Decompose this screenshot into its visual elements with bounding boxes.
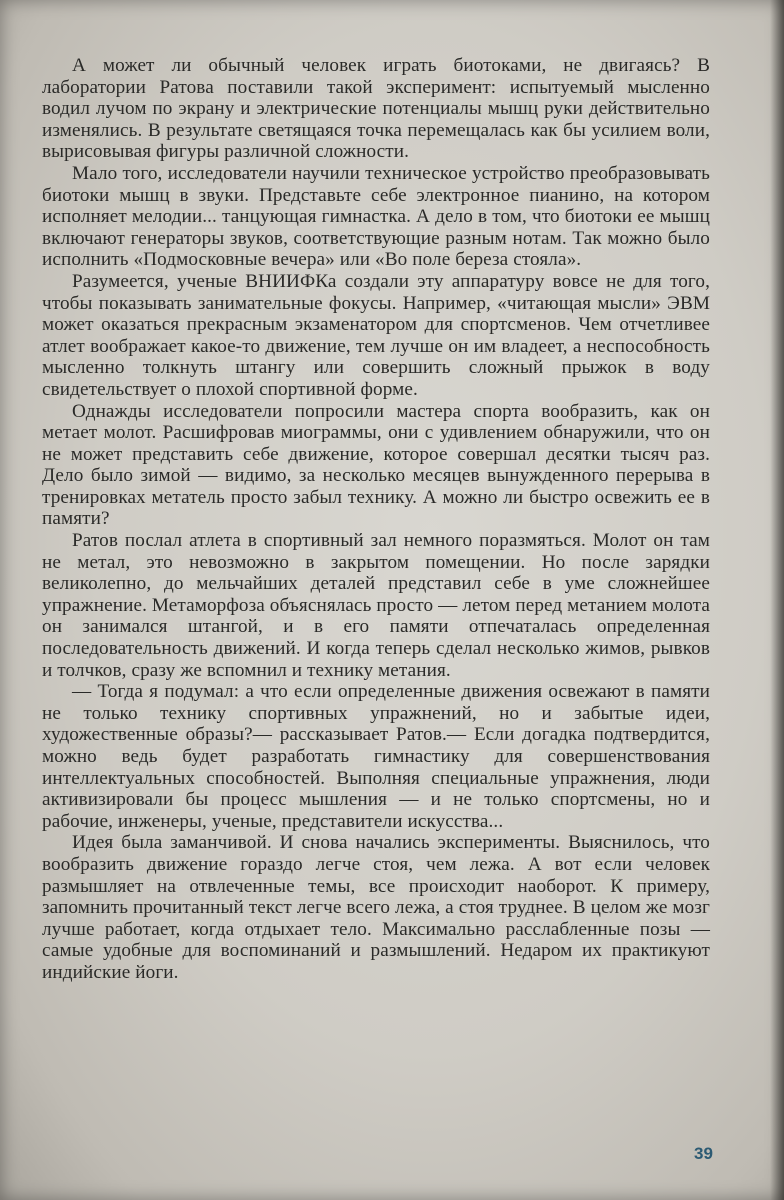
paragraph-3: Разумеется, ученые ВНИИФКа создали эту аппаратуру вовсе не для того, чтобы показывать занимательные фокусы. Например, «читающая мысли» ЭВМ может оказаться прекрасным экзаменатором для спортсменов. Чем отчетливее атлет воображает какое-то движение, тем лучше он им владеет, а неспособность мысленно толкнуть штангу или совершить сложный прыжок в воду свидетельствует о плохой спортивной форме.: [42, 270, 710, 400]
paragraph-5: Ратов послал атлета в спортивный зал немного поразмяться. Молот он там не метал, это невозможно в закрытом помещении. Но после зарядки великолепно, до мельчайших деталей представил себе в уме сложнейшее упражнение. Метаморфоза объяснялась просто — летом перед метанием молота он занимался штангой, и в его памяти отпечаталась определенная последовательность движений. И когда теперь сделал несколько жимов, рывков и толчков, сразу же вспомнил и технику метания.: [42, 530, 710, 681]
paragraph-2: Мало того, исследователи научили техническое устройство преобразовывать биотоки мышц в звуки. Представьте себе электронное пианино, на котором исполняет мелодии... танцующая гимнастка. А дело в том, что биотоки ее мышц включают генераторы звуков, соответствующие разным нотам. Так можно было исполнить «Подмосковные вечера» или «Во поле береза стояла».: [42, 162, 710, 271]
paragraph-4: Однажды исследователи попросили мастера спорта вообразить, как он метает молот. Расшифровав миограммы, они с удивлением обнаружили, что он не может представить себе движение, которое совершал десятки тысяч раз. Дело было зимой — видимо, за несколько месяцев вынужденного перерыва в тренировках метатель просто забыл технику. А можно ли быстро освежить ее в памяти?: [42, 400, 710, 530]
page-edge-shadow: [770, 0, 784, 1200]
paragraph-1: А может ли обычный человек играть биотоками, не двигаясь? В лаборатории Ратова поставили такой эксперимент: испытуемый мысленно водил лучом по экрану и электрические потенциалы мышц руки действительно изменялись. В результате светящаяся точка перемещалась как бы усилием воли, вырисовывая фигуры различной сложности.: [42, 55, 710, 163]
page-number: 39: [694, 1144, 713, 1163]
paragraph-7: Идея была заманчивой. И снова начались эксперименты. Выяснилось, что вообразить движение гораздо легче стоя, чем лежа. А вот если человек размышляет на отвлеченные темы, все происходит наоборот. К примеру, запомнить прочитанный текст легче всего лежа, а стоя труднее. В целом же мозг лучше работает, когда отдыхает тело. Максимально расслабленные позы — самые удобные для воспоминаний и размышлений. Недаром их практикуют индийские йоги.: [42, 832, 710, 983]
paragraph-6: — Тогда я подумал: а что если определенные движения освежают в памяти не только технику спортивных упражнений, но и забытые идеи, художественные образы?— рассказывает Ратов.— Если догадка подтвердится, можно ведь будет разработать гимнастику для совершенствования интеллектуальных способностей. Выполняя специальные упражнения, люди активизировали бы процесс мышления — и не только спортсмены, но и рабочие, инженеры, ученые, представители искусства...: [42, 681, 710, 832]
body-text: [42, 55, 710, 984]
